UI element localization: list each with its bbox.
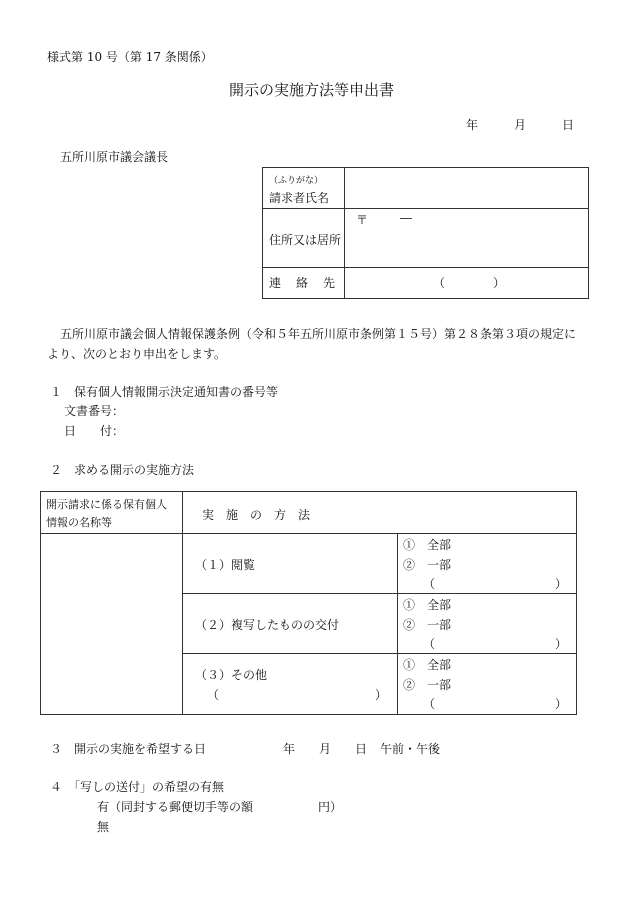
- contact-paren-close: ）: [493, 276, 506, 290]
- section4-heading: ４ 「写しの送付」の希望の有無: [50, 780, 225, 794]
- section2-heading: ２ 求める開示の実施方法: [50, 463, 195, 477]
- form-number: 様式第 10 号（第 17 条関係）: [47, 50, 213, 64]
- contact-label: 連絡先: [269, 276, 351, 290]
- name-label: 請求者氏名: [269, 191, 330, 205]
- intro-line-1: 五所川原市議会個人情報保護条例（令和５年五所川原市条例第１５号）第２８条第３項の規定に: [60, 327, 577, 341]
- info-name-field[interactable]: [45, 538, 177, 710]
- method-other-part-paren-close: ）: [555, 697, 568, 711]
- method-view-option-all[interactable]: ① 全部: [403, 538, 452, 552]
- requester-table: [262, 167, 589, 299]
- method-view-label: （１）閲覧: [195, 558, 256, 572]
- col2-header: 実 施 の 方 法: [202, 508, 311, 522]
- methods-table: [40, 491, 577, 715]
- date-year: 年: [466, 118, 479, 132]
- method-copy-option-part[interactable]: ② 一部: [403, 618, 452, 632]
- addressee: 五所川原市議会議長: [60, 150, 169, 164]
- postal-mark: 〒: [356, 213, 369, 227]
- date-month: 月: [514, 118, 527, 132]
- col1-header-line1: 開示請求に係る保有個人: [46, 498, 167, 511]
- address-field[interactable]: [351, 224, 579, 262]
- section1-heading: １ 保有個人情報開示決定通知書の番号等: [50, 385, 279, 399]
- furigana-label: （ふりがな）: [269, 176, 324, 186]
- section4-yes[interactable]: 有（同封する郵便切手等の額: [97, 800, 254, 814]
- col1-header-line2: 情報の名称等: [46, 516, 112, 529]
- page-title: 開示の実施方法等申出書: [229, 81, 395, 99]
- method-other-part-paren-open: （: [423, 697, 436, 711]
- doc-number-label: 文書番号：: [64, 404, 125, 418]
- date-day: 日: [562, 118, 575, 132]
- method-other-paren-close: ）: [375, 688, 388, 702]
- method-other-option-all[interactable]: ① 全部: [403, 658, 452, 672]
- name-field[interactable]: [351, 172, 579, 204]
- doc-date-label: 日 付：: [64, 424, 125, 438]
- section4-yen: 円）: [318, 800, 343, 814]
- section3-month: 月: [319, 742, 332, 756]
- section3-year: 年: [283, 742, 296, 756]
- method-other-label: （３）その他: [195, 668, 268, 682]
- postal-dash: ―: [400, 211, 412, 225]
- method-copy-label: （２）複写したものの交付: [195, 618, 340, 632]
- method-view-paren-close: ）: [555, 577, 568, 591]
- contact-paren-open: （: [433, 276, 446, 290]
- section3-day: 日: [355, 742, 368, 756]
- method-view-paren-open: （: [423, 577, 436, 591]
- method-copy-option-all[interactable]: ① 全部: [403, 598, 452, 612]
- method-other-option-part[interactable]: ② 一部: [403, 678, 452, 692]
- method-view-option-part[interactable]: ② 一部: [403, 558, 452, 572]
- address-label: 住所又は居所: [269, 233, 342, 247]
- section4-no[interactable]: 無: [97, 820, 110, 834]
- section3-ampm[interactable]: 午前・午後: [380, 742, 441, 756]
- method-copy-paren-open: （: [423, 637, 436, 651]
- section3-heading: ３ 開示の実施を希望する日: [50, 742, 207, 756]
- method-copy-paren-close: ）: [555, 637, 568, 651]
- intro-line-2: より、次のとおり申出をします。: [47, 347, 227, 361]
- method-other-paren-open: （: [207, 688, 220, 702]
